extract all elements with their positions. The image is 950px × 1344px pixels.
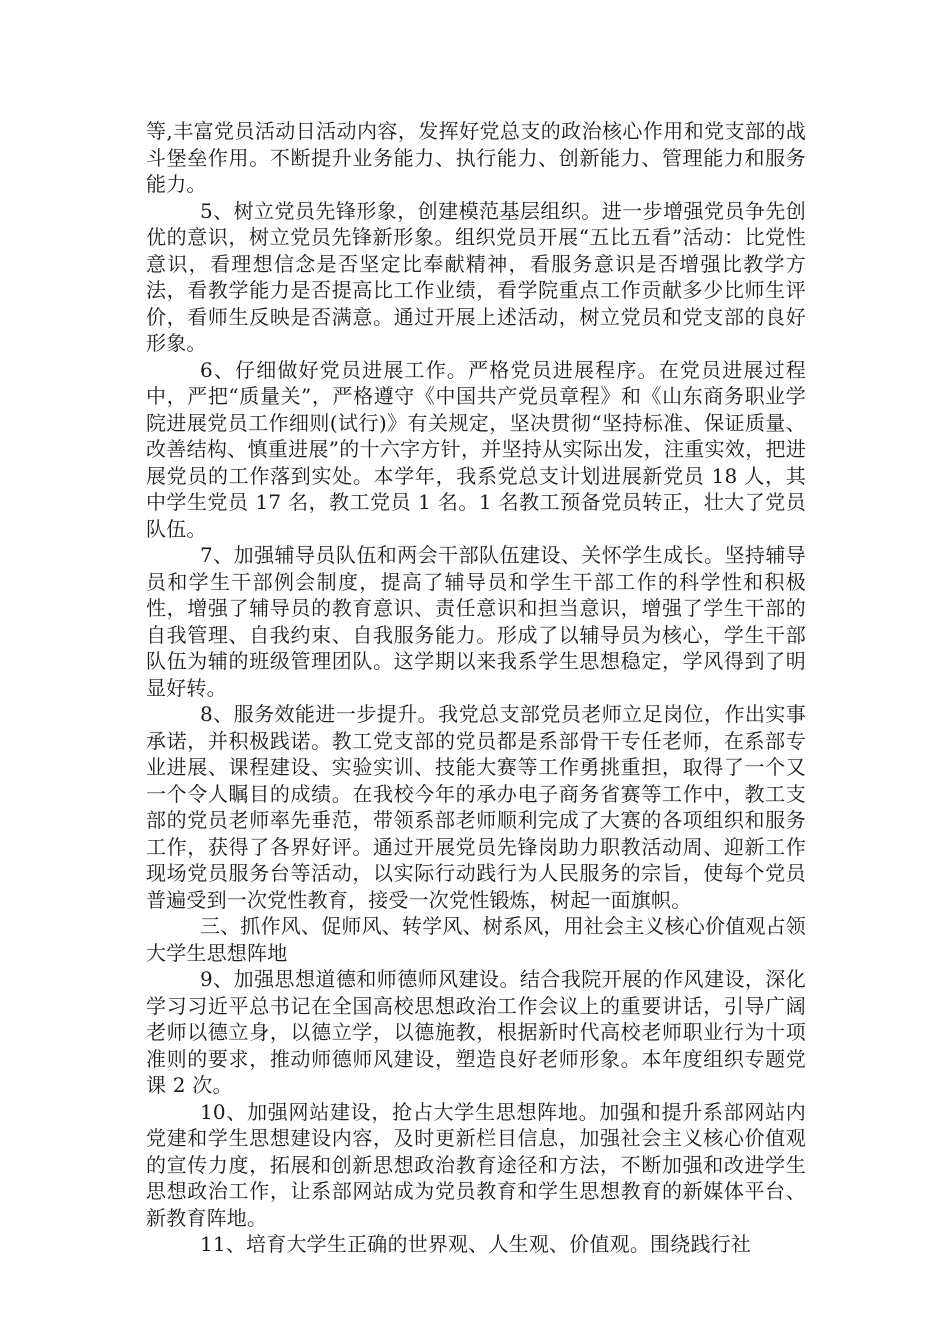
document-body [146, 118, 806, 1258]
paragraph-item-10: 10、加强网站建设，抢占大学生思想阵地。加强和提升系部网站内党建和学生思想建设内容，及时更新栏目信息，加强社会主义核心价值观的宣传力度，拓展和创新思想政治教育途径和方法，不断加强和改进学生思想政治工作，让系部网站成为党员教育和学生思想教育的新媒体平台、新教育阵地。 [146, 1099, 806, 1230]
paragraph-item-6: 6、仔细做好党员进展工作。严格党员进展程序。在党员进展过程中，严把“质量关”，严格遵守《中国共产党员章程》和《山东商务职业学院进展党员工作细则(试行)》有关规定，坚决贯彻“坚持标准、保证质量、改善结构、慎重进展”的十六字方针，并坚持从实际出发，注重实效，把进展党员的工作落到实处。本学年，我系党总支计划进展新党员 18 人，其中学生党员 17 名，教工党员 1 名。1 名教工预备党员转正，壮大了党员队伍。 [146, 357, 806, 541]
paragraph-item-11: 11、培育大学生正确的世界观、人生观、价值观。围绕践行社 [200, 1232, 752, 1256]
paragraph-item-7: 7、加强辅导员队伍和两会干部队伍建设、关怀学生成长。坚持辅导员和学生干部例会制度，提高了辅导员和学生干部工作的科学性和积极性，增强了辅导员的教育意识、责任意识和担当意识，增强了学生干部的自我管理、自我约束、自我服务能力。形成了以辅导员为核心，学生干部队伍为辅的班级管理团队。这学期以来我系学生思想稳定，学风得到了明显好转。 [146, 543, 806, 700]
section-heading-3: 三、抓作风、促师风、转学风、树系风，用社会主义核心价值观占领大学生思想阵地 [146, 914, 806, 965]
paragraph-item-8: 8、服务效能进一步提升。我党总支部党员老师立足岗位，作出实事承诺，并积极践诺。教工党支部的党员都是系部骨干专任老师，在系部专业进展、课程建设、实验实训、技能大赛等工作勇挑重担，取得了一个又一个令人瞩目的成绩。在我校今年的承办电子商务省赛等工作中，教工支部的党员老师率先垂范，带领系部老师顺利完成了大赛的各项组织和服务工作，获得了各界好评。通过开展党员先锋岗助力职教活动周、迎新工作现场党员服务台等活动，以实际行动践行为人民服务的宗旨，使每个党员普遍受到一次党性教育，接受一次党性锻炼，树起一面旗帜。 [146, 702, 806, 912]
paragraph-item-5: 5、树立党员先锋形象，创建模范基层组织。进一步增强党员争先创优的意识，树立党员先锋新形象。组织党员开展“五比五看”活动：比党性意识，看理想信念是否坚定比奉献精神，看服务意识是否增强比教学方法，看教学能力是否提高比工作业绩，看学院重点工作贡献多少比师生评价，看师生反映是否满意。通过开展上述活动，树立党员和党支部的良好形象。 [146, 198, 806, 355]
paragraph-item-9: 9、加强思想道德和师德师风建设。结合我院开展的作风建设，深化学习习近平总书记在全国高校思想政治工作会议上的重要讲话，引导广阔老师以德立身，以德立学，以德施教，根据新时代高校老师职业行为十项准则的要求，推动师德师风建设，塑造良好老师形象。本年度组织专题党课 2 次。 [146, 967, 806, 1097]
paragraph-continuation: 等,丰富党员活动日活动内容，发挥好党总支的政治核心作用和党支部的战斗堡垒作用。不断提升业务能力、执行能力、创新能力、管理能力和服务能力。 [146, 119, 806, 196]
